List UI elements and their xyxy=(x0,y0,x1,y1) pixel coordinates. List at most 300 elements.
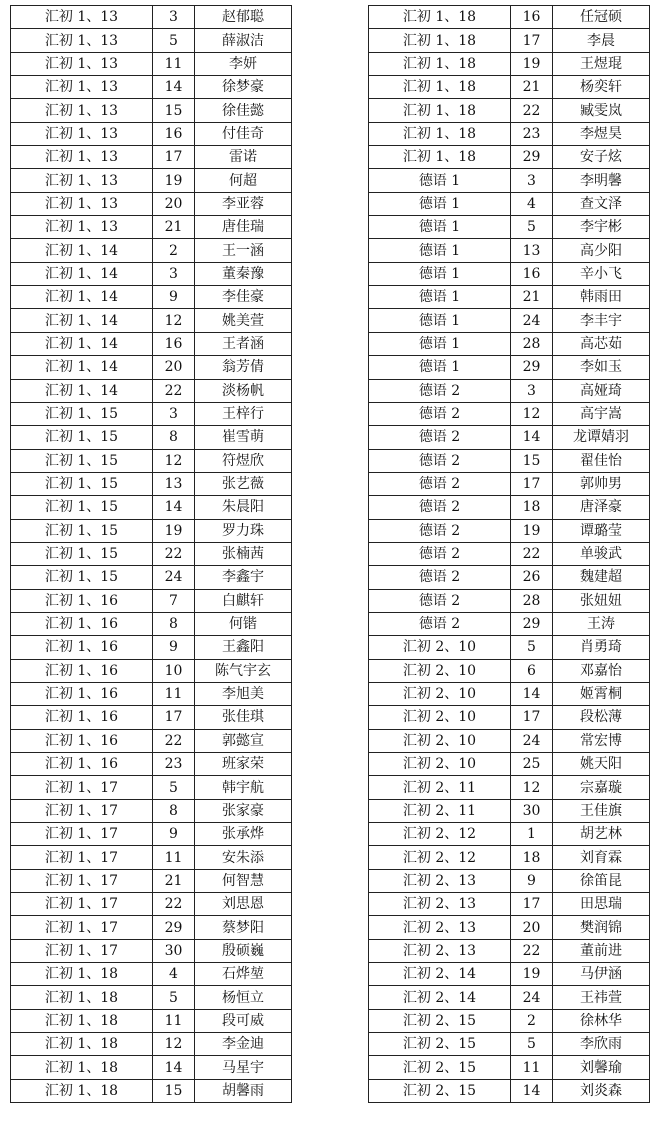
student-name-cell: 李鑫宇 xyxy=(195,566,292,589)
student-number-cell: 14 xyxy=(153,1056,195,1079)
student-name-cell: 刘思恩 xyxy=(195,893,292,916)
class-cell: 汇初 1、15 xyxy=(11,402,153,425)
table-row xyxy=(11,706,292,729)
table-row xyxy=(11,379,292,402)
student-name-cell: 高娅琦 xyxy=(553,379,650,402)
table-row xyxy=(11,332,292,355)
table-row xyxy=(11,566,292,589)
table-row xyxy=(11,472,292,495)
table-row xyxy=(369,682,650,705)
student-number-cell: 19 xyxy=(511,519,553,542)
student-number-cell: 5 xyxy=(153,29,195,52)
student-number-cell: 22 xyxy=(153,729,195,752)
class-cell: 汇初 1、17 xyxy=(11,846,153,869)
class-cell: 汇初 1、17 xyxy=(11,776,153,799)
student-name-cell: 郭帅男 xyxy=(553,472,650,495)
student-name-cell: 王一涵 xyxy=(195,239,292,262)
class-cell: 汇初 1、18 xyxy=(369,6,511,29)
table-row xyxy=(11,286,292,309)
student-number-cell: 9 xyxy=(153,823,195,846)
class-cell: 汇初 1、18 xyxy=(369,99,511,122)
class-cell: 汇初 1、16 xyxy=(11,589,153,612)
class-cell: 汇初 1、14 xyxy=(11,262,153,285)
student-name-cell: 姚美萱 xyxy=(195,309,292,332)
student-name-cell: 唐佳瑞 xyxy=(195,216,292,239)
student-number-cell: 20 xyxy=(511,916,553,939)
student-name-cell: 张承烨 xyxy=(195,823,292,846)
student-number-cell: 21 xyxy=(511,76,553,99)
class-cell: 汇初 2、14 xyxy=(369,986,511,1009)
student-name-cell: 高少阳 xyxy=(553,239,650,262)
table-row xyxy=(369,379,650,402)
table-row xyxy=(369,402,650,425)
student-name-cell: 董前进 xyxy=(553,939,650,962)
table-row xyxy=(11,636,292,659)
table-row xyxy=(11,29,292,52)
class-cell: 汇初 1、16 xyxy=(11,659,153,682)
student-name-cell: 姬霄桐 xyxy=(553,682,650,705)
student-name-cell: 李金迪 xyxy=(195,1033,292,1056)
student-number-cell: 5 xyxy=(511,1033,553,1056)
student-name-cell: 李亚蓉 xyxy=(195,192,292,215)
student-name-cell: 石烨堃 xyxy=(195,963,292,986)
student-name-cell: 翁芳倩 xyxy=(195,356,292,379)
class-cell: 汇初 1、16 xyxy=(11,753,153,776)
class-cell: 德语 1 xyxy=(369,356,511,379)
student-number-cell: 9 xyxy=(153,636,195,659)
table-row xyxy=(369,262,650,285)
student-name-cell: 马星宇 xyxy=(195,1056,292,1079)
student-number-cell: 13 xyxy=(511,239,553,262)
table-row xyxy=(369,146,650,169)
table-row xyxy=(369,589,650,612)
student-number-cell: 5 xyxy=(511,636,553,659)
table-row xyxy=(11,799,292,822)
student-number-cell: 22 xyxy=(153,893,195,916)
student-number-cell: 24 xyxy=(153,566,195,589)
class-cell: 汇初 1、15 xyxy=(11,519,153,542)
left-roster-body xyxy=(11,6,292,1103)
student-number-cell: 29 xyxy=(511,146,553,169)
class-cell: 德语 2 xyxy=(369,519,511,542)
student-name-cell: 郭懿宣 xyxy=(195,729,292,752)
table-row xyxy=(369,566,650,589)
student-name-cell: 王祎萱 xyxy=(553,986,650,1009)
student-number-cell: 28 xyxy=(511,589,553,612)
student-number-cell: 16 xyxy=(511,6,553,29)
student-name-cell: 赵郁聪 xyxy=(195,6,292,29)
student-name-cell: 刘育霖 xyxy=(553,846,650,869)
student-number-cell: 16 xyxy=(153,122,195,145)
table-row xyxy=(11,52,292,75)
class-cell: 汇初 2、12 xyxy=(369,823,511,846)
table-row xyxy=(369,6,650,29)
student-number-cell: 14 xyxy=(511,682,553,705)
table-row xyxy=(11,449,292,472)
student-number-cell: 17 xyxy=(153,146,195,169)
student-number-cell: 19 xyxy=(511,963,553,986)
student-name-cell: 肖勇琦 xyxy=(553,636,650,659)
class-cell: 德语 2 xyxy=(369,496,511,519)
student-name-cell: 马伊涵 xyxy=(553,963,650,986)
student-name-cell: 李宇彬 xyxy=(553,216,650,239)
student-number-cell: 11 xyxy=(511,1056,553,1079)
table-row xyxy=(11,192,292,215)
student-number-cell: 24 xyxy=(511,986,553,1009)
table-row xyxy=(369,636,650,659)
class-cell: 汇初 2、13 xyxy=(369,916,511,939)
class-cell: 德语 2 xyxy=(369,566,511,589)
student-name-cell: 何锴 xyxy=(195,612,292,635)
table-row xyxy=(11,239,292,262)
table-row xyxy=(11,402,292,425)
table-row xyxy=(11,1009,292,1032)
student-name-cell: 查文泽 xyxy=(553,192,650,215)
class-cell: 汇初 2、13 xyxy=(369,939,511,962)
student-name-cell: 段可威 xyxy=(195,1009,292,1032)
student-number-cell: 10 xyxy=(153,659,195,682)
student-number-cell: 17 xyxy=(153,706,195,729)
student-name-cell: 刘炎森 xyxy=(553,1079,650,1102)
student-number-cell: 14 xyxy=(511,426,553,449)
student-number-cell: 20 xyxy=(153,356,195,379)
class-cell: 汇初 2、14 xyxy=(369,963,511,986)
table-row xyxy=(369,426,650,449)
class-cell: 汇初 2、15 xyxy=(369,1033,511,1056)
student-number-cell: 21 xyxy=(153,216,195,239)
class-cell: 汇初 1、18 xyxy=(369,52,511,75)
class-cell: 汇初 2、15 xyxy=(369,1009,511,1032)
class-cell: 汇初 1、14 xyxy=(11,332,153,355)
table-row xyxy=(11,729,292,752)
table-row xyxy=(369,122,650,145)
class-cell: 汇初 1、18 xyxy=(369,76,511,99)
student-name-cell: 张楠茜 xyxy=(195,542,292,565)
student-number-cell: 5 xyxy=(511,216,553,239)
student-number-cell: 21 xyxy=(153,869,195,892)
class-cell: 汇初 1、15 xyxy=(11,472,153,495)
student-number-cell: 7 xyxy=(153,589,195,612)
class-cell: 汇初 1、13 xyxy=(11,99,153,122)
student-name-cell: 魏建超 xyxy=(553,566,650,589)
student-number-cell: 17 xyxy=(511,893,553,916)
class-cell: 汇初 1、15 xyxy=(11,426,153,449)
table-row xyxy=(11,6,292,29)
student-name-cell: 张家豪 xyxy=(195,799,292,822)
student-name-cell: 张妞妞 xyxy=(553,589,650,612)
table-row xyxy=(11,682,292,705)
table-row xyxy=(369,472,650,495)
class-cell: 德语 2 xyxy=(369,472,511,495)
class-cell: 汇初 1、14 xyxy=(11,356,153,379)
table-row xyxy=(369,29,650,52)
class-cell: 汇初 1、16 xyxy=(11,706,153,729)
class-cell: 汇初 2、10 xyxy=(369,729,511,752)
student-name-cell: 谭璐莹 xyxy=(553,519,650,542)
student-name-cell: 单骏武 xyxy=(553,542,650,565)
class-cell: 汇初 1、17 xyxy=(11,939,153,962)
table-row xyxy=(369,309,650,332)
class-cell: 汇初 1、18 xyxy=(11,1056,153,1079)
student-name-cell: 安子炫 xyxy=(553,146,650,169)
class-cell: 德语 1 xyxy=(369,332,511,355)
table-row xyxy=(369,52,650,75)
student-name-cell: 辛小飞 xyxy=(553,262,650,285)
table-row xyxy=(11,309,292,332)
class-cell: 汇初 1、17 xyxy=(11,869,153,892)
class-cell: 德语 2 xyxy=(369,542,511,565)
student-name-cell: 李晨 xyxy=(553,29,650,52)
student-name-cell: 张艺薇 xyxy=(195,472,292,495)
table-row xyxy=(11,356,292,379)
student-number-cell: 17 xyxy=(511,472,553,495)
table-row xyxy=(369,356,650,379)
table-row xyxy=(369,192,650,215)
student-name-cell: 陈气宇玄 xyxy=(195,659,292,682)
student-number-cell: 26 xyxy=(511,566,553,589)
table-row xyxy=(369,612,650,635)
table-row xyxy=(369,1056,650,1079)
class-cell: 汇初 1、14 xyxy=(11,379,153,402)
class-cell: 汇初 1、15 xyxy=(11,566,153,589)
student-name-cell: 高芯茹 xyxy=(553,332,650,355)
table-row xyxy=(11,76,292,99)
student-number-cell: 6 xyxy=(511,659,553,682)
student-number-cell: 13 xyxy=(153,472,195,495)
student-name-cell: 高宇嵩 xyxy=(553,402,650,425)
class-cell: 汇初 2、10 xyxy=(369,636,511,659)
student-name-cell: 李欣雨 xyxy=(553,1033,650,1056)
class-cell: 德语 2 xyxy=(369,612,511,635)
right-roster-table xyxy=(368,5,650,1103)
table-row xyxy=(369,216,650,239)
student-number-cell: 18 xyxy=(511,496,553,519)
student-name-cell: 白麒轩 xyxy=(195,589,292,612)
student-name-cell: 王佳旗 xyxy=(553,799,650,822)
student-name-cell: 田思瑞 xyxy=(553,893,650,916)
class-cell: 汇初 1、16 xyxy=(11,729,153,752)
table-row xyxy=(369,893,650,916)
student-name-cell: 常宏博 xyxy=(553,729,650,752)
class-cell: 汇初 2、12 xyxy=(369,846,511,869)
student-number-cell: 14 xyxy=(153,496,195,519)
class-cell: 德语 2 xyxy=(369,379,511,402)
class-cell: 汇初 1、17 xyxy=(11,893,153,916)
student-number-cell: 17 xyxy=(511,706,553,729)
student-number-cell: 22 xyxy=(511,99,553,122)
class-cell: 汇初 2、15 xyxy=(369,1056,511,1079)
student-name-cell: 王煜琨 xyxy=(553,52,650,75)
class-cell: 汇初 1、13 xyxy=(11,122,153,145)
class-cell: 汇初 1、16 xyxy=(11,682,153,705)
class-cell: 汇初 1、13 xyxy=(11,169,153,192)
class-cell: 汇初 2、13 xyxy=(369,893,511,916)
table-row xyxy=(369,1009,650,1032)
table-row xyxy=(11,99,292,122)
student-number-cell: 15 xyxy=(153,99,195,122)
student-name-cell: 殷硕巍 xyxy=(195,939,292,962)
table-row xyxy=(369,753,650,776)
table-row xyxy=(369,542,650,565)
table-row xyxy=(369,332,650,355)
student-number-cell: 2 xyxy=(511,1009,553,1032)
class-cell: 汇初 1、14 xyxy=(11,286,153,309)
table-row xyxy=(11,589,292,612)
student-name-cell: 徐林华 xyxy=(553,1009,650,1032)
class-cell: 汇初 1、18 xyxy=(369,146,511,169)
class-cell: 汇初 2、11 xyxy=(369,799,511,822)
table-row xyxy=(11,612,292,635)
table-row xyxy=(11,519,292,542)
class-cell: 德语 1 xyxy=(369,239,511,262)
table-row xyxy=(11,1079,292,1102)
student-number-cell: 25 xyxy=(511,753,553,776)
table-row xyxy=(369,169,650,192)
class-cell: 汇初 1、13 xyxy=(11,6,153,29)
student-name-cell: 朱晨阳 xyxy=(195,496,292,519)
student-name-cell: 徐佳懿 xyxy=(195,99,292,122)
class-cell: 汇初 1、18 xyxy=(369,29,511,52)
table-row xyxy=(369,823,650,846)
student-name-cell: 雷诺 xyxy=(195,146,292,169)
class-cell: 汇初 2、10 xyxy=(369,753,511,776)
student-number-cell: 4 xyxy=(153,963,195,986)
student-name-cell: 李旭美 xyxy=(195,682,292,705)
table-row xyxy=(11,986,292,1009)
class-cell: 德语 2 xyxy=(369,402,511,425)
class-cell: 汇初 2、10 xyxy=(369,682,511,705)
class-cell: 汇初 1、16 xyxy=(11,636,153,659)
table-row xyxy=(11,869,292,892)
student-name-cell: 付佳奇 xyxy=(195,122,292,145)
table-row xyxy=(369,99,650,122)
class-cell: 汇初 1、13 xyxy=(11,146,153,169)
table-row xyxy=(11,1056,292,1079)
student-number-cell: 5 xyxy=(153,776,195,799)
class-cell: 汇初 1、13 xyxy=(11,29,153,52)
table-row xyxy=(369,286,650,309)
student-name-cell: 李丰宇 xyxy=(553,309,650,332)
class-cell: 汇初 1、16 xyxy=(11,612,153,635)
student-number-cell: 22 xyxy=(153,542,195,565)
student-name-cell: 薛淑洁 xyxy=(195,29,292,52)
student-name-cell: 何智慧 xyxy=(195,869,292,892)
student-number-cell: 29 xyxy=(511,356,553,379)
student-number-cell: 24 xyxy=(511,309,553,332)
class-cell: 汇初 1、18 xyxy=(11,963,153,986)
table-row xyxy=(369,939,650,962)
student-name-cell: 董秦豫 xyxy=(195,262,292,285)
table-row xyxy=(369,239,650,262)
student-number-cell: 16 xyxy=(153,332,195,355)
class-cell: 汇初 1、18 xyxy=(11,1009,153,1032)
student-name-cell: 王鑫阳 xyxy=(195,636,292,659)
student-name-cell: 邓嘉怡 xyxy=(553,659,650,682)
table-row xyxy=(369,963,650,986)
class-cell: 汇初 1、18 xyxy=(369,122,511,145)
class-cell: 汇初 1、13 xyxy=(11,216,153,239)
student-name-cell: 王涛 xyxy=(553,612,650,635)
class-cell: 汇初 1、15 xyxy=(11,449,153,472)
student-name-cell: 胡艺林 xyxy=(553,823,650,846)
student-number-cell: 9 xyxy=(511,869,553,892)
student-name-cell: 姚天阳 xyxy=(553,753,650,776)
class-cell: 汇初 1、13 xyxy=(11,52,153,75)
class-cell: 德语 2 xyxy=(369,449,511,472)
student-number-cell: 9 xyxy=(153,286,195,309)
class-cell: 汇初 2、10 xyxy=(369,659,511,682)
student-name-cell: 安朱添 xyxy=(195,846,292,869)
class-cell: 汇初 1、15 xyxy=(11,542,153,565)
table-row xyxy=(11,496,292,519)
table-row xyxy=(11,823,292,846)
class-cell: 汇初 1、13 xyxy=(11,192,153,215)
student-name-cell: 臧雯岚 xyxy=(553,99,650,122)
table-row xyxy=(369,519,650,542)
table-row xyxy=(369,729,650,752)
class-cell: 德语 1 xyxy=(369,192,511,215)
student-number-cell: 29 xyxy=(153,916,195,939)
table-row xyxy=(11,963,292,986)
right-roster-body xyxy=(369,6,650,1103)
student-name-cell: 李煜昊 xyxy=(553,122,650,145)
student-number-cell: 29 xyxy=(511,612,553,635)
student-number-cell: 17 xyxy=(511,29,553,52)
student-number-cell: 8 xyxy=(153,799,195,822)
student-number-cell: 22 xyxy=(511,542,553,565)
student-number-cell: 11 xyxy=(153,52,195,75)
student-name-cell: 唐泽豪 xyxy=(553,496,650,519)
student-number-cell: 12 xyxy=(153,1033,195,1056)
student-name-cell: 王者涵 xyxy=(195,332,292,355)
student-name-cell: 宗嘉璇 xyxy=(553,776,650,799)
student-name-cell: 王梓行 xyxy=(195,402,292,425)
table-row xyxy=(11,846,292,869)
class-cell: 汇初 1、13 xyxy=(11,76,153,99)
student-name-cell: 杨奕轩 xyxy=(553,76,650,99)
student-number-cell: 11 xyxy=(153,846,195,869)
student-number-cell: 21 xyxy=(511,286,553,309)
table-row xyxy=(11,776,292,799)
student-number-cell: 22 xyxy=(511,939,553,962)
student-number-cell: 12 xyxy=(153,309,195,332)
student-name-cell: 罗力珠 xyxy=(195,519,292,542)
student-number-cell: 14 xyxy=(511,1079,553,1102)
class-cell: 汇初 1、18 xyxy=(11,1079,153,1102)
class-cell: 汇初 2、13 xyxy=(369,869,511,892)
table-row xyxy=(11,753,292,776)
student-name-cell: 刘馨瑜 xyxy=(553,1056,650,1079)
class-cell: 汇初 1、14 xyxy=(11,239,153,262)
student-number-cell: 4 xyxy=(511,192,553,215)
table-row xyxy=(11,169,292,192)
student-number-cell: 19 xyxy=(511,52,553,75)
class-cell: 德语 1 xyxy=(369,309,511,332)
student-number-cell: 3 xyxy=(511,379,553,402)
student-number-cell: 19 xyxy=(153,169,195,192)
student-name-cell: 樊润锦 xyxy=(553,916,650,939)
student-name-cell: 班家荣 xyxy=(195,753,292,776)
class-cell: 汇初 1、17 xyxy=(11,799,153,822)
student-name-cell: 徐笛昆 xyxy=(553,869,650,892)
table-row xyxy=(11,426,292,449)
student-number-cell: 22 xyxy=(153,379,195,402)
student-number-cell: 16 xyxy=(511,262,553,285)
student-number-cell: 11 xyxy=(153,1009,195,1032)
table-row xyxy=(11,542,292,565)
student-name-cell: 韩雨田 xyxy=(553,286,650,309)
student-number-cell: 23 xyxy=(153,753,195,776)
